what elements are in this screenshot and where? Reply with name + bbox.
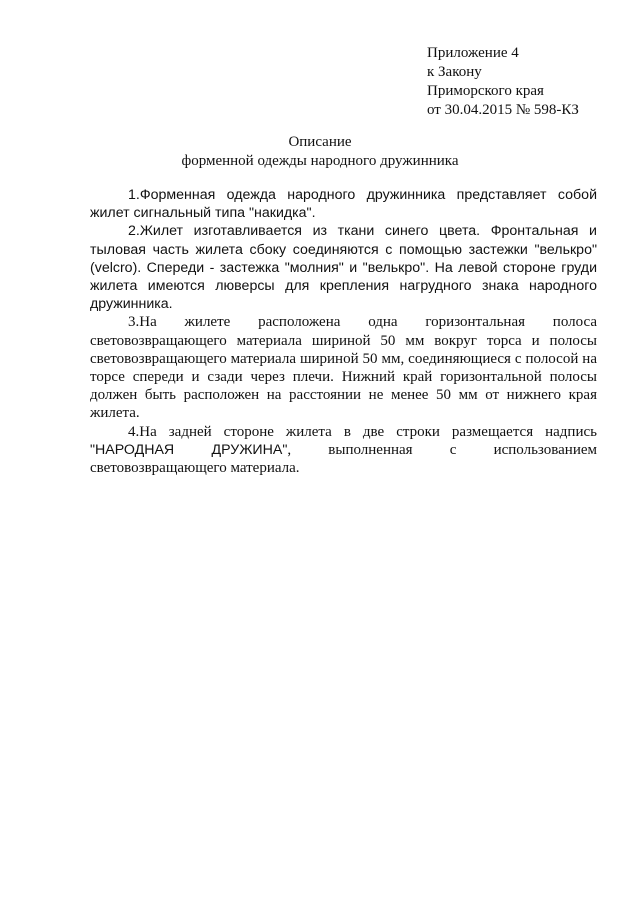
appendix-date-number: от 30.04.2015 № 598-КЗ [427, 102, 579, 118]
paragraph-3-text: 3.На жилете расположена одна горизонтальная полоса световозвращающего материала шириной 50 мм вокруг торса и полосы световозвращающего материала шириной 50 мм, соединяющиеся с полосой на торсе спереди и сзади через плечи. Нижний край горизонтальной полосы должен быть расположен на расстоянии не менее 50 мм от нижнего края жилета. [90, 314, 597, 422]
paragraph-1-text: 1.Форменная одежда народного дружинника представляет собой жилет сигнальный типа "накидка". [90, 187, 597, 222]
document-body [90, 186, 597, 477]
document-title [0, 133, 640, 171]
paragraph-1 [90, 186, 597, 222]
title-line-2: форменной одежды народного дружинника [181, 153, 459, 169]
paragraph-2 [90, 222, 597, 313]
appendix-header [427, 44, 627, 120]
paragraph-4-text-b: , выполненная с использованием световозвращающего материала. [90, 441, 597, 477]
paragraph-2-text: 2.Жилет изготавливается из ткани синего цвета. Фронтальная и тыловая часть жилета сбоку соединяются с помощью застежки "велькро" (velcro). Спереди - застежка "молния" и "велькро". На левой стороне груди жилета имеются люверсы для крепления нагрудного знака народного дружинника. [90, 223, 597, 313]
paragraph-4-inscription: "НАРОДНАЯ ДРУЖИНА" [90, 441, 288, 458]
appendix-number: Приложение 4 [427, 45, 519, 61]
appendix-law-reference: к Закону [427, 64, 482, 80]
paragraph-3 [90, 313, 597, 422]
paragraph-4 [90, 423, 597, 478]
title-line-1: Описание [288, 134, 352, 150]
paragraph-4-text-a: 4.На задней стороне жилета в две строки размещается надпись [128, 423, 597, 440]
appendix-region: Приморского края [427, 83, 544, 99]
